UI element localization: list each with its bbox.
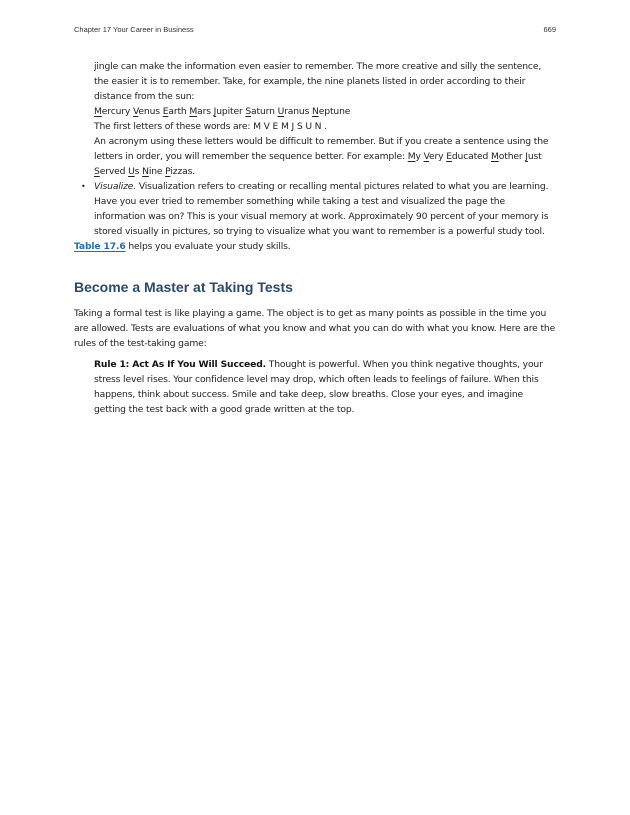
mnemonic-word: Educated [446, 151, 489, 162]
planet-word: Neptune [312, 106, 351, 117]
visualize-list-item [74, 179, 556, 239]
table-reference-text: helps you evaluate your study skills. [125, 241, 291, 252]
planet-word-initial: U [277, 106, 285, 117]
planet-word: Venus [132, 106, 160, 117]
bullet-marker: • [81, 182, 86, 191]
planet-word-initial: M [94, 106, 102, 117]
table-reference [74, 239, 556, 254]
mnemonic-word: Served [94, 166, 126, 177]
planet-list [94, 104, 556, 119]
planet-word-initial: J [213, 106, 217, 117]
planet-word-initial: S [245, 106, 252, 117]
planet-word: Uranus [277, 106, 310, 117]
rule-1-text: Thought is powerful. When you think negative thoughts, your stress level rises. Your confidence level may drop, which often leads to feelings of failure. When this happens, think about success. Smile and take deep, slow breaths. Close your eyes, and imagine getting the test back with a good grade written at the top. [94, 359, 543, 415]
mnemonic-word-initial: V [423, 151, 429, 162]
planet-word: Saturn [245, 106, 275, 117]
rule-1-paragraph [74, 357, 556, 417]
acronym-intro: An acronym using these letters would be difficult to remember. But if you create a sentence using the letters in order, you will remember the sequence better. For example: [94, 136, 549, 162]
mnemonic-word-initial: U [128, 166, 135, 177]
planet-word: Jupiter [213, 106, 243, 117]
mnemonic-word: Nine [142, 166, 163, 177]
first-letters-line: The first letters of these words are: M V E M J S U N . [94, 121, 327, 132]
mnemonic-word: Very [423, 151, 444, 162]
rule-1-title: Rule 1: Act As If You Will Succeed. [94, 359, 266, 370]
section-heading: Become a Master at Taking Tests [74, 279, 293, 295]
mnemonic-section [74, 59, 556, 179]
mnemonic-word-initial: P [165, 166, 171, 177]
mnemonic-word-initial: E [446, 151, 452, 162]
mnemonic-word-initial: J [525, 151, 528, 162]
running-header [74, 25, 556, 37]
page-number: 669 [543, 25, 556, 34]
section-intro: Taking a formal test is like playing a game. The object is to get as many points as possible in the time you are allowed. Tests are evaluations of what you know and what you can do with what you know. Here are the rules of the test-taking game: [74, 308, 556, 349]
planet-word-initial: V [132, 106, 139, 117]
chapter-title: Chapter 17 Your Career in Business [74, 25, 194, 34]
planet-word: Mars [189, 106, 211, 117]
mnemonic-word-initial: M [407, 151, 416, 162]
mnemonic-word: Pizzas. [165, 166, 196, 177]
planet-word: Earth [162, 106, 187, 117]
visualize-text: Visualization refers to creating or recalling mental pictures related to what you are learning. Have you ever tried to remember something while taking a test and visualized the page the information was on? This is your visual memory at work. Approximately 90 percent of your memory is stored visually in pictures, so trying to visualize what you want to remember is a powerful study tool. [94, 181, 549, 237]
mnemonic-word-initial: M [491, 151, 499, 162]
mnemonic-word: My [407, 151, 421, 162]
mnemonic-word: Just [525, 151, 542, 162]
mnemonic-word-initial: N [142, 166, 149, 177]
planet-word: Mercury [94, 106, 131, 117]
acronym-paragraph [94, 134, 556, 179]
visualize-term: Visualize. [94, 181, 137, 192]
mnemonic-word-initial: S [94, 166, 100, 177]
jingle-paragraph: jingle can make the information even easier to remember. The more creative and silly the sentence, the easier it is to remember. Take, for example, the nine planets listed in order according to their distance from the sun: [94, 61, 542, 102]
planet-word-initial: M [189, 106, 198, 117]
planet-word-initial: N [312, 106, 319, 117]
table-17-6-link[interactable]: Table 17.6 [74, 241, 126, 252]
mnemonic-word: Mother [491, 151, 523, 162]
planet-word-initial: E [162, 106, 169, 117]
mnemonic-word: Us [128, 166, 140, 177]
page-content [74, 59, 556, 417]
visualize-paragraph [94, 179, 556, 239]
